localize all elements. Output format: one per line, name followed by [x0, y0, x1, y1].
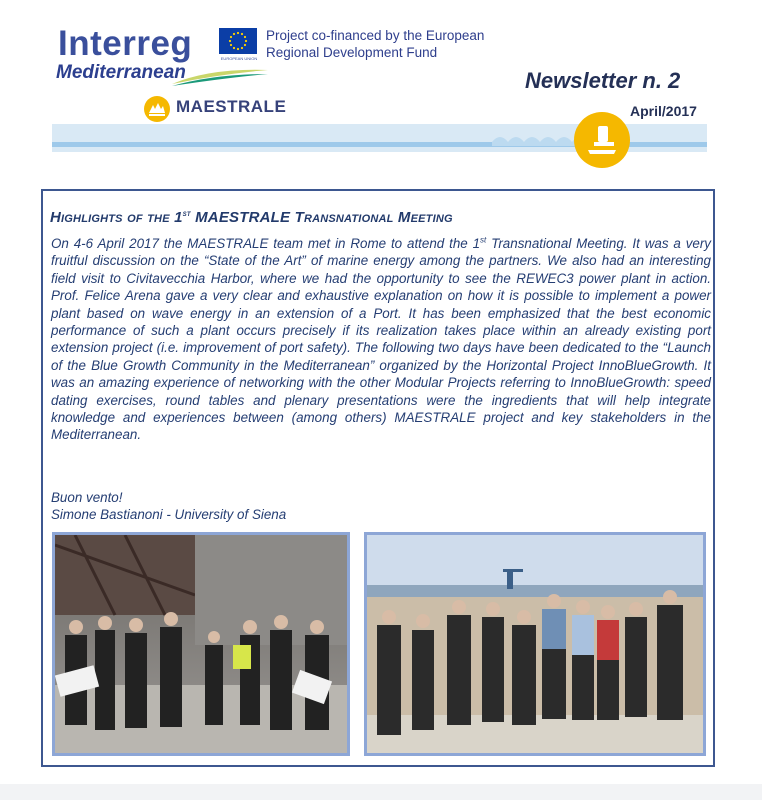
photo-harbor-group	[364, 532, 706, 756]
newsletter-date: April/2017	[630, 103, 697, 119]
cofinance-text: Project co-financed by the European Regional Development Fund	[266, 28, 485, 60]
swoosh-decoration	[170, 66, 270, 88]
article-title: Highlights of the 1st MAESTRALE Transnational Meeting	[50, 208, 453, 226]
maestrale-logo-icon	[144, 96, 170, 122]
newsletter-badge-icon	[574, 112, 630, 168]
eu-caption: EUROPEAN UNION	[220, 56, 258, 61]
article-signoff	[51, 489, 451, 524]
article-body: On 4-6 April 2017 the MAESTRALE team met in Rome to attend the 1st Transnational Meeting. It was a very fruitful discussion on the “State of the Art” of marine energy among the partners. We also had an interesting field visit to Civitavecchia Harbor, where we had the opportunity to see the REWEC3 power plant in action. Prof. Felice Arena gave a very clear and exhaustive explanation on how it is possible to implement a power plant based on wave energy in an extension of a Port. It has been emphasized that the best economic performance of such a plant occurs precisely if its realization takes place within an already existing port extension project (i.e. improvement of port safety). The following two days have been dedicated to the “Launch of the Blue Growth Community in the Mediterranean” organized by the Horizontal Project InnoBlueGrowth. It was an amazing experience of networking with the other Modular Projects referring to InnoBlueGrowth: speed dating exercises, round tables and plenary presentations were the ingredients that will help integrate knowledge and experiences between (among others) MAESTRALE project and key stakeholders in the Mediterranean.	[51, 235, 712, 443]
eu-flag-icon	[219, 28, 257, 54]
signature-line: Simone Bastianoni - University of Siena	[51, 507, 287, 523]
photo-plant-visit	[52, 532, 350, 756]
interreg-logo-text: Interreg	[58, 24, 193, 63]
mediterranean-logo-text: Mediterranean	[56, 62, 186, 83]
closing-line: Buon vento!	[51, 490, 123, 505]
newsletter-title: Newsletter n. 2	[525, 68, 681, 93]
maestrale-logo-text: MAESTRALE	[176, 97, 287, 116]
page-bottom-strip	[0, 784, 762, 800]
